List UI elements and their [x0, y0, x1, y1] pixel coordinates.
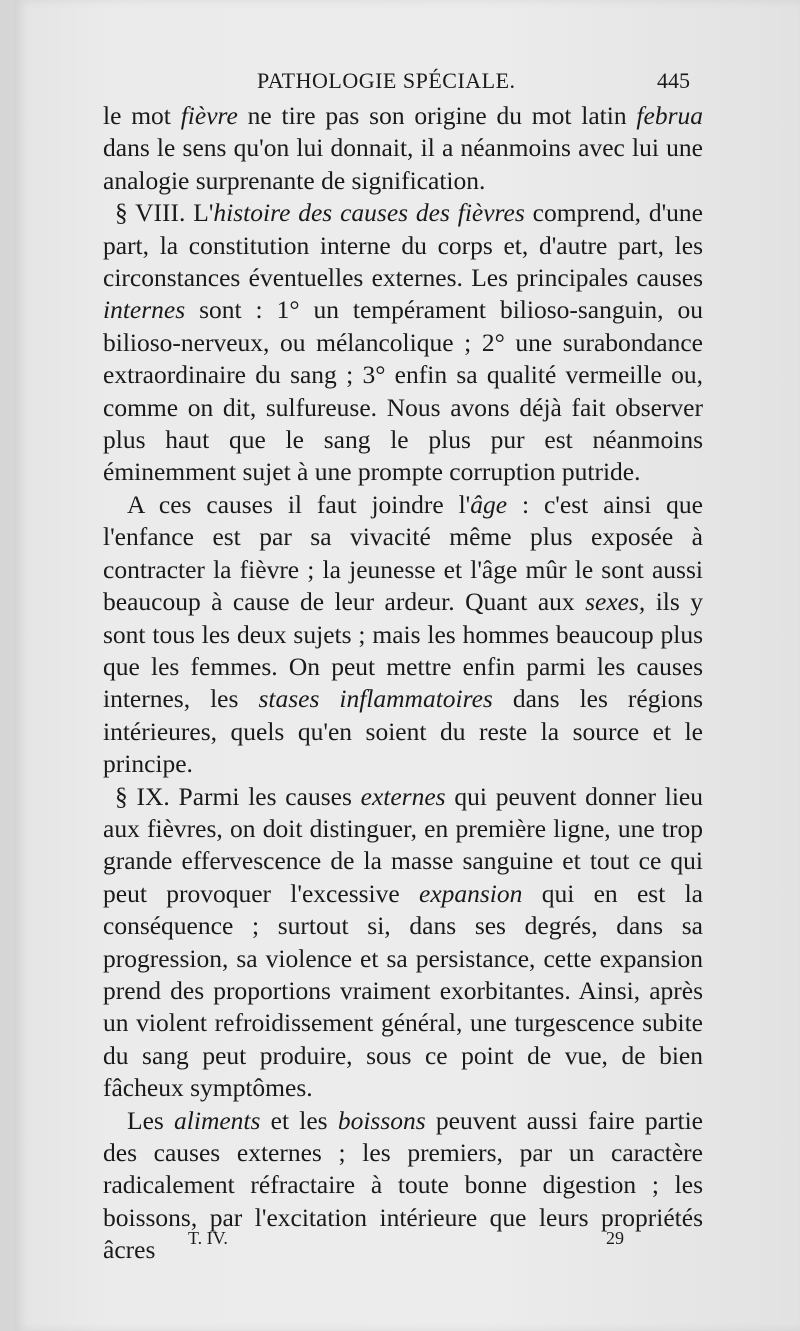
italic-text: histoire des causes des fièvres	[213, 198, 525, 228]
paragraph	[103, 489, 703, 781]
text-run: § IX. Parmi les causes	[115, 781, 361, 811]
italic-text: stases inflammatoires	[258, 684, 493, 714]
text-run: Les	[127, 1105, 175, 1135]
text-run: le mot	[103, 101, 181, 130]
italic-text: âge	[470, 489, 508, 519]
text-run: qui peuvent donner lieu aux fièvres, on doit distinguer, en première ligne, une trop grande effervescence de la masse sanguine et tout ce qui peut provoquer l'excessive	[103, 781, 703, 908]
italic-text: boissons	[337, 1105, 426, 1135]
paragraph	[103, 100, 703, 197]
italic-text: aliments	[174, 1105, 261, 1135]
text-run: sont : 1° un tempérament bilioso-sanguin, ou bilioso-nerveux, ou mélancolique ; 2° une surabondance extraordinaire du sang ; 3° enfin sa qualité vermeille ou, comme on dit, sulfureuse. Nous avons déjà fait observer plus haut que le sang le plus pur est néanmoins éminemment sujet à une prompte corruption putride.	[103, 295, 703, 487]
running-title: PATHOLOGIE SPÉCIALE.	[257, 68, 516, 93]
body-text	[103, 100, 703, 1267]
text-run: peuvent aussi faire partie des causes externes ; les premiers, par un caractère radicalement réfractaire à toute bonne digestion ; les boissons, par l'excitation intérieure que leurs propriétés âcres	[103, 1105, 703, 1265]
text-run: qui en est la conséquence ; surtout si, dans ses degrés, dans sa progression, sa violence et sa persistance, cette expansion prend des proportions vraiment exorbitantes. Ainsi, après un violent refroidissement général, une turgescence subite du sang peut produire, sous ce point de vue, de bien fâcheux symptômes.	[103, 878, 703, 1103]
signature-mark: 29	[606, 1228, 624, 1248]
text-run: dans les régions intérieures, quels qu'en soient du reste la source et le principe.	[103, 684, 703, 779]
italic-text: fièvre	[180, 101, 238, 130]
italic-text: sexes,	[585, 587, 646, 617]
paragraph	[103, 197, 703, 489]
text-run: § VIII. L'	[115, 198, 214, 228]
text-run: et les	[260, 1105, 338, 1135]
italic-text: externes	[360, 781, 446, 811]
text-run: A ces causes il faut joindre l'	[127, 489, 471, 519]
volume-mark: T. IV.	[188, 1228, 228, 1248]
paragraph	[103, 781, 703, 1105]
text-run: comprend, d'une part, la constitution interne du corps et, d'autre part, les circonstances éventuelles externes. Les principales causes	[103, 198, 703, 293]
page-number: 445	[657, 68, 690, 93]
text-run: ils y sont tous les deux sujets ; mais les hommes beaucoup plus que les femmes. On peut mettre enfin parmi les causes internes, les	[103, 587, 703, 714]
text-run: dans le sens qu'on lui donnait, il a néanmoins avec lui une analogie surprenante de signification.	[103, 133, 703, 195]
italic-text: februa	[636, 101, 703, 130]
text-run: ne tire pas son origine du mot latin	[237, 101, 637, 130]
italic-text: internes	[103, 295, 186, 325]
italic-text: expansion	[419, 878, 523, 908]
text-run: : c'est ainsi que l'enfance est par sa vivacité même plus exposée à contracter la fièvre ; la jeunesse et l'âge mûr le sont aussi beaucoup à cause de leur ardeur. Quant aux	[103, 489, 704, 617]
page-header	[0, 68, 800, 102]
